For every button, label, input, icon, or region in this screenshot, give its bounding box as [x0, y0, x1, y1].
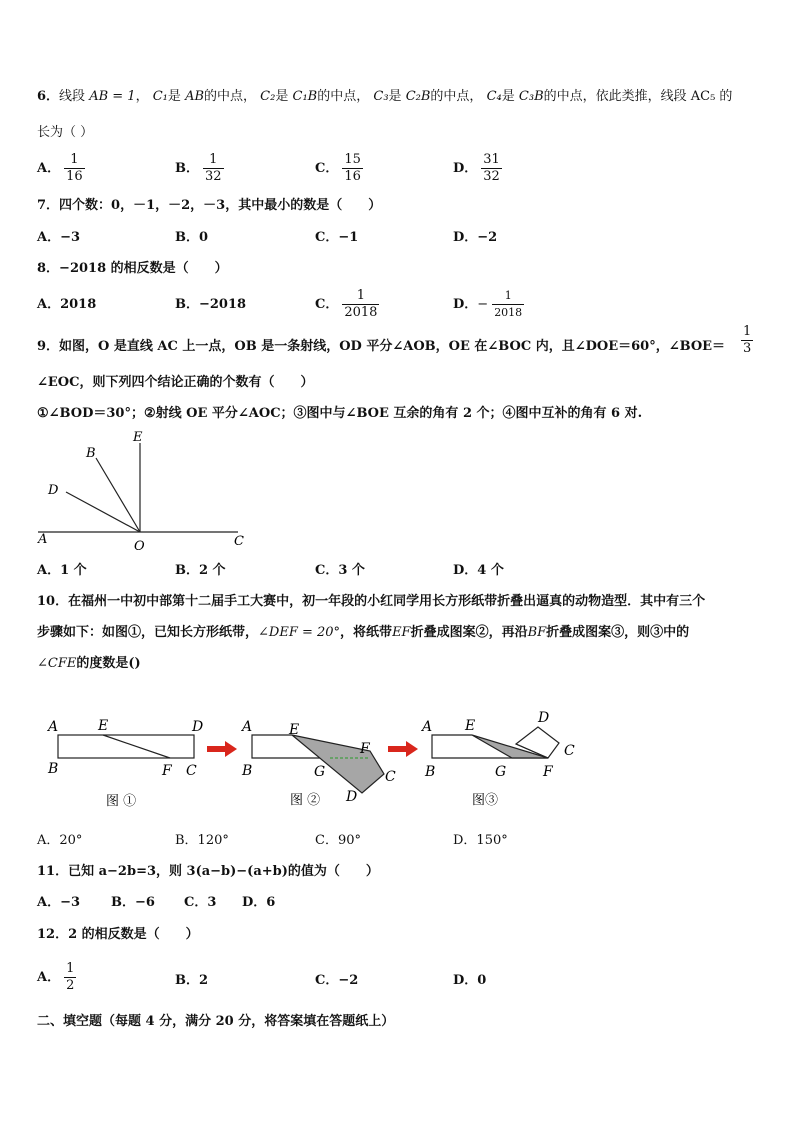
- q6-option-c[interactable]: C． $\frac{15}{16}$: [315, 152, 361, 184]
- label-a: A: [38, 532, 48, 547]
- label-b: B: [86, 446, 96, 461]
- q8-option-a[interactable]: A．2018: [37, 297, 97, 312]
- q7-option-c[interactable]: C．−1: [315, 230, 359, 245]
- q12-option-d[interactable]: D．0: [453, 973, 487, 988]
- q10-option-d[interactable]: D．150°: [453, 833, 508, 848]
- fig2-label-d: D: [346, 789, 358, 805]
- label-e: E: [133, 430, 143, 445]
- q11-option-a[interactable]: A．−3: [37, 895, 81, 910]
- q6-option-a[interactable]: A． $\frac{1}{16}$: [37, 152, 83, 184]
- q6-option-b[interactable]: B． $\frac{1}{32}$: [175, 152, 222, 184]
- q7-option-a[interactable]: A．−3: [37, 230, 81, 245]
- fig2-label-b: B: [242, 763, 253, 779]
- ray-od: [66, 492, 140, 532]
- q9-statements: ①∠BOD＝30°；②射线 OE 平分∠AOC；③图中与∠BOE 互余的角有 2 个；④图中互补的角有 6 对.: [37, 406, 643, 421]
- q10-option-c[interactable]: C．90°: [315, 833, 361, 848]
- fraction: $\frac{1}{32}$: [205, 152, 222, 184]
- q7-stem: 7．四个数：0，－1，－2，－3，其中最小的数是（ ）: [37, 198, 382, 213]
- q12-stem: 12．2 的相反数是（ ）: [37, 927, 199, 942]
- fraction: $\frac{1}{2018}$: [494, 289, 523, 319]
- q7-option-b[interactable]: B．0: [175, 230, 209, 245]
- label-o: O: [134, 539, 145, 554]
- fig3-label-e: E: [465, 718, 476, 734]
- fig3-label-f: F: [543, 764, 553, 780]
- q9-fraction: $\frac{1}{3}$: [743, 324, 752, 356]
- q9-figure: [30, 425, 260, 555]
- fig2-label-a: A: [242, 719, 253, 735]
- q9-stem: 9．如图，O 是直线 AC 上一点，OB 是一条射线，OD 平分∠AOB，OE 在∠BOC 内，且∠DOE＝60°，∠BOE＝: [37, 339, 726, 354]
- q11-option-c[interactable]: C．3: [184, 895, 217, 910]
- fig1-caption: 图 ①: [106, 794, 137, 809]
- fig3-label-g: G: [495, 764, 507, 780]
- q9-option-b[interactable]: B．2 个: [175, 563, 226, 578]
- fig2-caption: 图 ②: [290, 793, 321, 808]
- fig1-strip: [58, 735, 194, 758]
- q7-option-d[interactable]: D．−2: [453, 230, 498, 245]
- fig2-label-e: E: [289, 722, 300, 738]
- fig3-label-c: C: [564, 743, 575, 759]
- q8-option-b[interactable]: B．−2018: [175, 297, 247, 312]
- fig1-label-f: F: [162, 763, 172, 779]
- q9-option-a[interactable]: A．1 个: [37, 563, 87, 578]
- q10-stem-line3: ∠CFE的度数是(): [37, 656, 141, 671]
- q12-option-b[interactable]: B．2: [175, 973, 209, 988]
- q11-stem: 11．已知 a−2b=3，则 3(a−b)−(a+b)的值为（ ）: [37, 864, 379, 879]
- fig2-folded-part: [292, 735, 384, 793]
- q6-ab-eq: AB = 1: [89, 89, 136, 104]
- fig1-label-c: C: [186, 763, 197, 779]
- fig2-label-c: C: [385, 769, 396, 785]
- fig1-label-e: E: [98, 718, 109, 734]
- fig3-label-a: A: [422, 719, 433, 735]
- fig2-label-g: G: [314, 764, 326, 780]
- q6-stem: 6．线段 AB = 1， C₁是 AB的中点， C₂是 C₁B的中点， C₃是 C₂B的中点， C₄是 C₃B的中点，依此类推，线段 AC₅ 的: [37, 89, 733, 104]
- fraction: $\frac{1}{16}$: [66, 152, 83, 184]
- q9-stem-line2: ∠EOC，则下列四个结论正确的个数有（ ）: [37, 375, 314, 390]
- fig1-label-b: B: [48, 761, 59, 777]
- q6-stem-line2: 长为（ ）: [37, 125, 94, 140]
- fig1-fold-line: [103, 735, 170, 758]
- q10-figures: [40, 705, 600, 815]
- q8-option-c[interactable]: C． $\frac{1}{2018}$: [315, 288, 378, 320]
- q11-option-d[interactable]: D．6: [242, 895, 276, 910]
- q10-stem-line2: 步骤如下：如图①，已知长方形纸带，∠DEF = 20°，将纸带EF折叠成图案②，再沿BF折叠成图案③，则③中的: [37, 625, 690, 640]
- fig3-label-d: D: [538, 710, 550, 726]
- label-c: C: [234, 534, 244, 549]
- q10-option-b[interactable]: B．120°: [175, 833, 229, 848]
- fraction: $\frac{31}{32}$: [483, 152, 500, 184]
- fraction: $\frac{15}{16}$: [344, 152, 361, 184]
- fig2-label-f: F: [360, 741, 370, 757]
- fig3-folded-part: [472, 735, 548, 758]
- fig3-caption: 图③: [472, 793, 499, 808]
- label-d: D: [48, 483, 59, 498]
- fraction: $\frac{1}{2018}$: [344, 288, 378, 320]
- fig3-label-b: B: [425, 764, 436, 780]
- arrow-right-icon: [388, 741, 418, 757]
- arrow-right-icon: [207, 741, 237, 757]
- q10-option-a[interactable]: A．20°: [37, 833, 83, 848]
- q12-option-a[interactable]: A． $\frac{1}{2}$: [37, 961, 75, 993]
- q8-stem: 8．−2018 的相反数是（ ）: [37, 261, 228, 276]
- q6-number: 6．: [37, 89, 60, 104]
- q11-option-b[interactable]: B．−6: [111, 895, 155, 910]
- ray-ob: [96, 458, 140, 532]
- section-heading: 二、填空题（每题 4 分，满分 20 分，将答案填在答题纸上）: [37, 1014, 395, 1029]
- fig1-label-d: D: [192, 719, 204, 735]
- q9-option-d[interactable]: D．4 个: [453, 563, 504, 578]
- q10-stem: 10．在福州一中初中部第十二届手工大赛中，初一年段的小红同学用长方形纸带折叠出逼真的动物造型．其中有三个: [37, 594, 706, 609]
- q6-option-d[interactable]: D． $\frac{31}{32}$: [453, 152, 500, 184]
- q8-option-d[interactable]: D．− $\frac{1}{2018}$: [453, 289, 523, 319]
- q9-option-c[interactable]: C．3 个: [315, 563, 365, 578]
- fig1-label-a: A: [48, 719, 59, 735]
- q12-option-c[interactable]: C．−2: [315, 973, 359, 988]
- fraction: $\frac{1}{2}$: [66, 961, 75, 993]
